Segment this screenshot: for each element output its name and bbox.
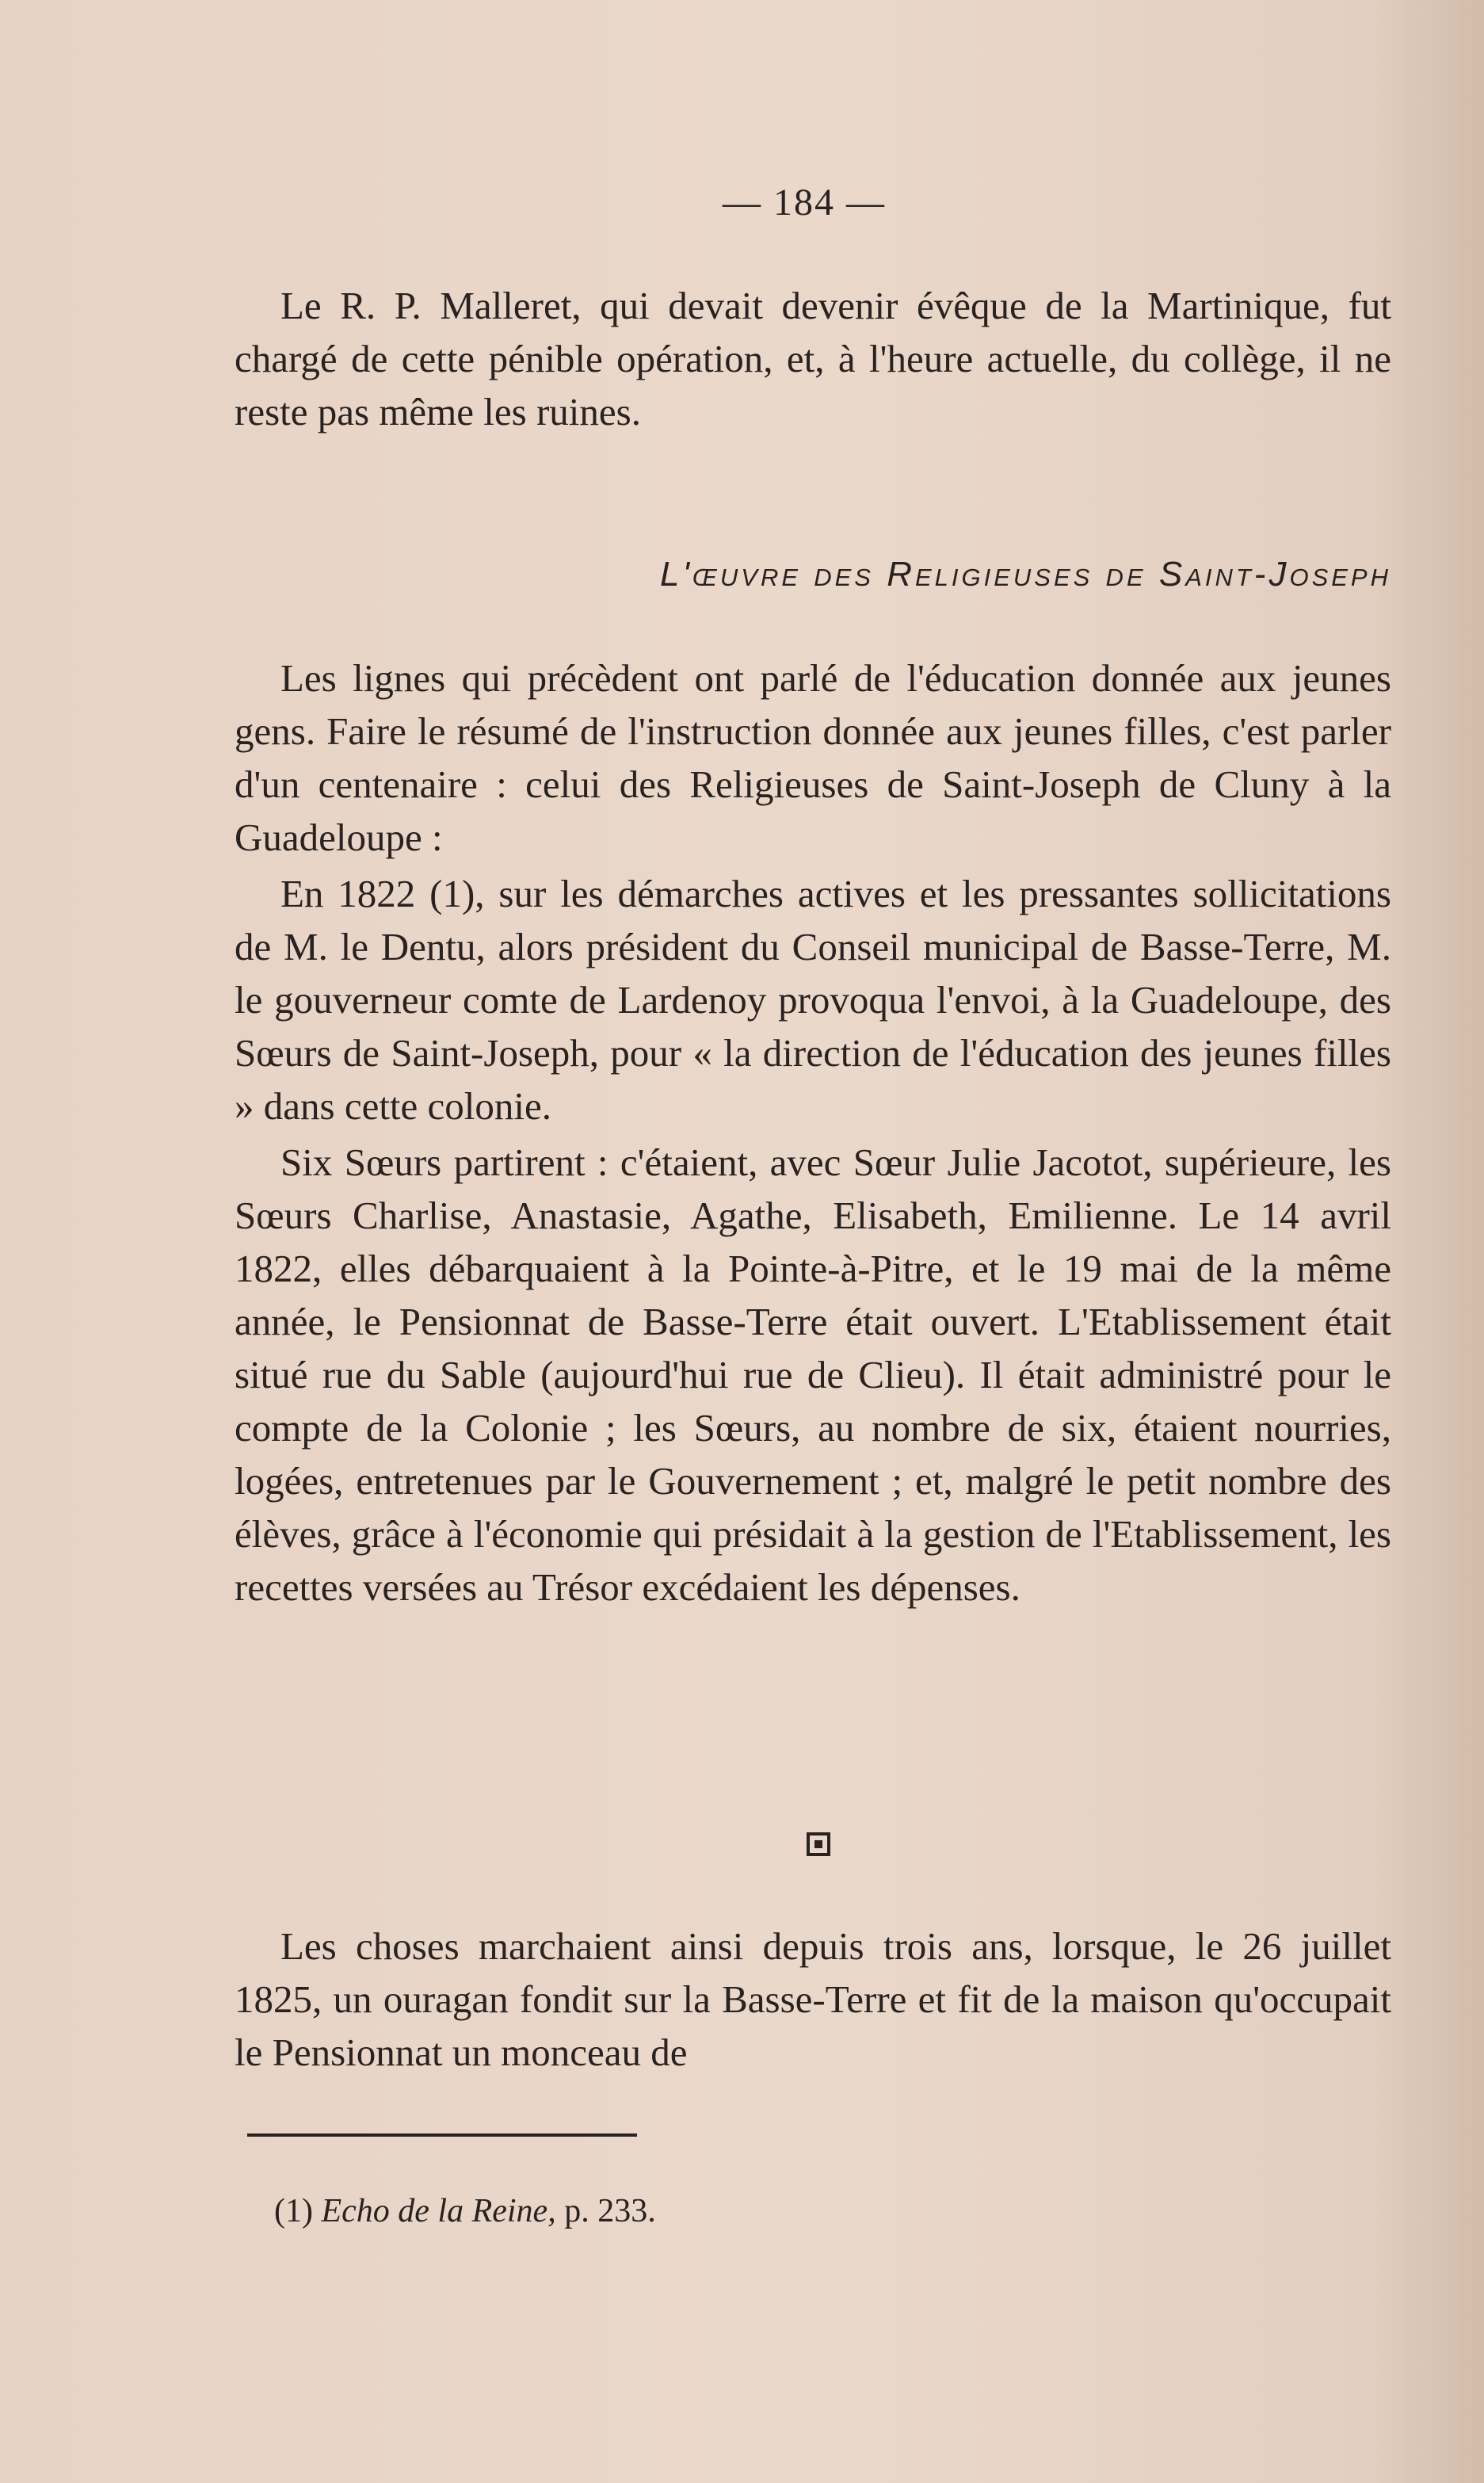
section-ornament-icon	[807, 1832, 830, 1856]
footnote-source: Echo de la Reine,	[321, 2193, 556, 2229]
page-number: — 184 —	[723, 181, 886, 223]
footnote-divider	[247, 2133, 637, 2137]
section-heading: L'œuvre des Religieuses de Saint-Joseph	[660, 555, 1391, 594]
paragraph: Les lignes qui précèdent ont parlé de l'éducation donnée aux jeunes gens. Faire le résumé de l'instruction donnée aux jeunes filles, c'est parler d'un centenaire : celui des Religieuses de Saint-Joseph de Cluny à la Guadeloupe :	[235, 656, 1391, 859]
paragraph: Six Sœurs partirent : c'étaient, avec Sœur Julie Jacotot, supérieure, les Sœurs Charlise, Anastasie, Agathe, Elisabeth, Emilienne. Le 14 avril 1822, elles débarquaient à la Pointe-à-Pitre, et le 19 mai de la même année, le Pensionnat de Basse-Terre était ouvert. L'Etablissement était situé rue du Sable (aujourd'hui rue de Clieu). Il était administré pour le compte de la Colonie ; les Sœurs, au nombre de six, étaient nourries, logées, entretenues par le Gouvernement ; et, malgré le petit nombre des élèves, grâce à l'économie qui présidait à la gestion de l'Etablissement, les recettes versées au Trésor excédaient les dépenses.	[235, 1140, 1391, 1609]
paragraph-block	[235, 279, 1391, 438]
footnote-marker: (1)	[274, 2193, 313, 2229]
paragraph-block	[235, 1920, 1391, 2079]
paragraph-block	[235, 651, 1391, 1614]
footnote-page: p. 233.	[564, 2193, 656, 2229]
paragraph: Le R. P. Malleret, qui devait devenir évêque de la Martinique, fut chargé de cette pénible opération, et, à l'heure actuelle, du collège, il ne reste pas même les ruines.	[235, 284, 1391, 434]
paragraph: Les choses marchaient ainsi depuis trois ans, lorsque, le 26 juillet 1825, un ouragan fondit sur la Basse-Terre et fit de la maison qu'occupait le Pensionnat un monceau de	[235, 1924, 1391, 2074]
footnote	[274, 2192, 656, 2230]
paragraph: En 1822 (1), sur les démarches actives et les pressantes sollicitations de M. le Dentu, alors président du Conseil municipal de Basse-Terre, M. le gouverneur comte de Lardenoy provoqua l'envoi, à la Guadeloupe, des Sœurs de Saint-Joseph, pour « la direction de l'éducation des jeunes filles » dans cette colonie.	[235, 872, 1391, 1128]
